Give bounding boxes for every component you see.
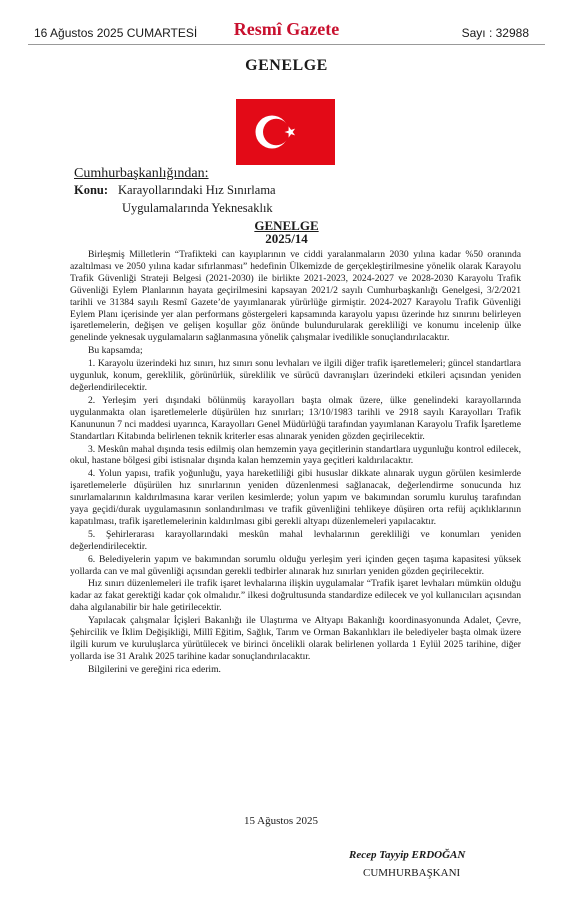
header-divider (28, 44, 545, 45)
page-title: GENELGE (245, 57, 328, 74)
paragraph-item-3: 3. Meskûn mahal dışında tesis edilmiş olan hemzemin yaya geçitlerinin standartlara uygunluğu kontrol edilecek, okul, hastane bölgesi gibi istisnalar dışında kalan hemzemin yaya geçitleri kaldırılacaktır. (70, 443, 521, 467)
paragraph-item-1: 1. Karayolu üzerindeki hız sınırı, hız sınırı sonu levhaları ve ilgili diğer trafik işaretlemeleri; güncel standartlara uygunluk, konum, gereklilik, görünürlük, süreklilik ve sürücü davranışları üzerindeki etkileri açısından yeniden değerlendirilecektir. (70, 358, 521, 393)
signature-date: 15 Ağustos 2025 (244, 815, 318, 827)
paragraph-scope: Bu kapsamda; (88, 345, 143, 357)
subject-line-1: Karayollarındaki Hız Sınırlama (118, 183, 276, 197)
document-number: 2025/14 (265, 231, 308, 246)
paragraph-item-4: 4. Yolun yapısı, trafik yoğunluğu, yaya hareketliliği gibi hususlar dikkate alınarak uygun görülen kesimlerde işaretlemelerle düşürülen hız sınırlarının yeniden düzenlenmesi sağlanacak, değerlendirme sonucunda hız sınırlamalarının kaldırılmasına karar verilen kesimlerde; yolun yapım ve bakımından sorumlu kuruluş tarafından yaya geçidi/durak uygulamasının sonlandırılması ve trafik güvenliğini tehlikeye düşüren orta refüj açıklıklarının kapatılması, trafik işaretlemelerinin kaldırılması gibi gerekli altyapı düzenlemeleri yapılacaktır. (70, 468, 521, 527)
paragraph-item-2: 2. Yerleşim yeri dışındaki bölünmüş karayolları başta olmak üzere, ülke genelindeki karayollarında uygulanmakta olan işaretlemelerle düşürülen hız sınırları; 13/10/1983 tarihli ve 2918 sayılı Karayolları Trafik Kanununun 7 nci maddesi uyarınca, Karayolları Genel Müdürlüğü tarafından yayımlanan Karayolu Trafik İşaretleme Standartları Kitabında belirlenen teknik kriterler esas alınarak yeniden gözden geçirilecektir. (70, 394, 521, 442)
signer-title: CUMHURBAŞKANI (363, 867, 461, 879)
paragraph-item-6: 6. Belediyelerin yapım ve bakımından sorumlu olduğu yerleşim yeri içinden geçen taşıma kapasitesi yüksek yollarda can ve mal güvenliği açısından gerekli tedbirler alınarak hız sınırları yeniden gözden geçirilecektir. (70, 553, 521, 577)
document-title: GENELGE (254, 218, 319, 233)
paragraph-item-5: 5. Şehirlerarası karayollarındaki meskûn mahal levhalarının gerekliliği ve konumları yeniden değerlendirilecektir. (70, 528, 521, 552)
document-heading (0, 219, 573, 245)
signer-name: Recep Tayyip ERDOĞAN (349, 849, 466, 861)
gazette-name: Resmî Gazete (233, 19, 340, 39)
paragraph-coordination: Yapılacak çalışmalar İçişleri Bakanlığı ile Ulaştırma ve Altyapı Bakanlığı koordinasyonunda Adalet, Çevre, Şehircilik ve İklim Değişikliği, Millî Eğitim, Sağlık, Tarım ve Orman Bakanlıkları ile belediyeler başta olmak üzere ilgili kurum ve kuruluşlarca yürütülecek ve birinci öncelikli olarak belirlenen yollarda 1 Eylül 2025 tarihine, diğer yollarda ise 31 Aralık 2025 tarihine kadar sonuçlandırılacaktır. (70, 615, 521, 662)
subject-block (74, 181, 276, 217)
issue-number: Sayı : 32988 (461, 26, 529, 40)
issuing-authority: Cumhurbaşkanlığından: (74, 166, 209, 181)
document-body (70, 249, 521, 677)
paragraph-intro: Birleşmiş Milletlerin “Trafikteki can kayıplarının ve ciddi yaralanmaların 2030 yılına kadar %50 oranında azaltılması ve 2050 yılına kadar sıfırlanması” hedefinin Ülkemizde de gerçekleştirilmesine yönelik olarak Karayolu Trafik Güvenliği Strateji Belgesi (2021-2030) ile birlikte 2021-2023, 2024-2027 ve 2028-2030 Karayolu Trafik Güvenliği Eylem Planlarının hayata geçirilmesini kapsayan 2021/2 sayılı Cumhurbaşkanlığı Genelgesi, 3/2/2021 tarihli ve 31384 sayılı Resmî Gazete’de yayımlanarak yürürlüğe girmiştir. 2024-2027 Karayolu Trafik Güvenliği Eylem Planı içerisinde yer alan performans göstergeleri kapsamında karayolu yapısı üzerinde hız sınırını belirleyen işaretlemelerin, değişen ve gelişen koşullar göz önünde bulundurularak gerekliliği ve konumu incelenip ülke genelinde yeknesak uygulamaların sağlanmasına yönelik çalışmalar ivedilikle sonuçlandırılacaktır. (70, 249, 521, 344)
paragraph-closing: Bilgilerini ve gereğini rica ederim. (88, 663, 221, 675)
turkish-flag-icon (236, 99, 335, 165)
paragraph-speed-limits: Hız sınırı düzenlemeleri ile trafik işaret levhalarına ilişkin uygulamalar “Trafik işaret levhaları mümkün olduğu kadar az fakat gerektiği kadar çok olmalıdır.” ilkesi doğrultusunda standardize edilecek ve yol kullanıcıları açısından daha algılanabilir bir hale getirilecektir. (70, 578, 521, 614)
header-date: 16 Ağustos 2025 CUMARTESİ (34, 26, 198, 40)
subject-line-2: Uygulamalarında Yeknesaklık (122, 201, 273, 215)
subject-label: Konu: (74, 183, 109, 197)
